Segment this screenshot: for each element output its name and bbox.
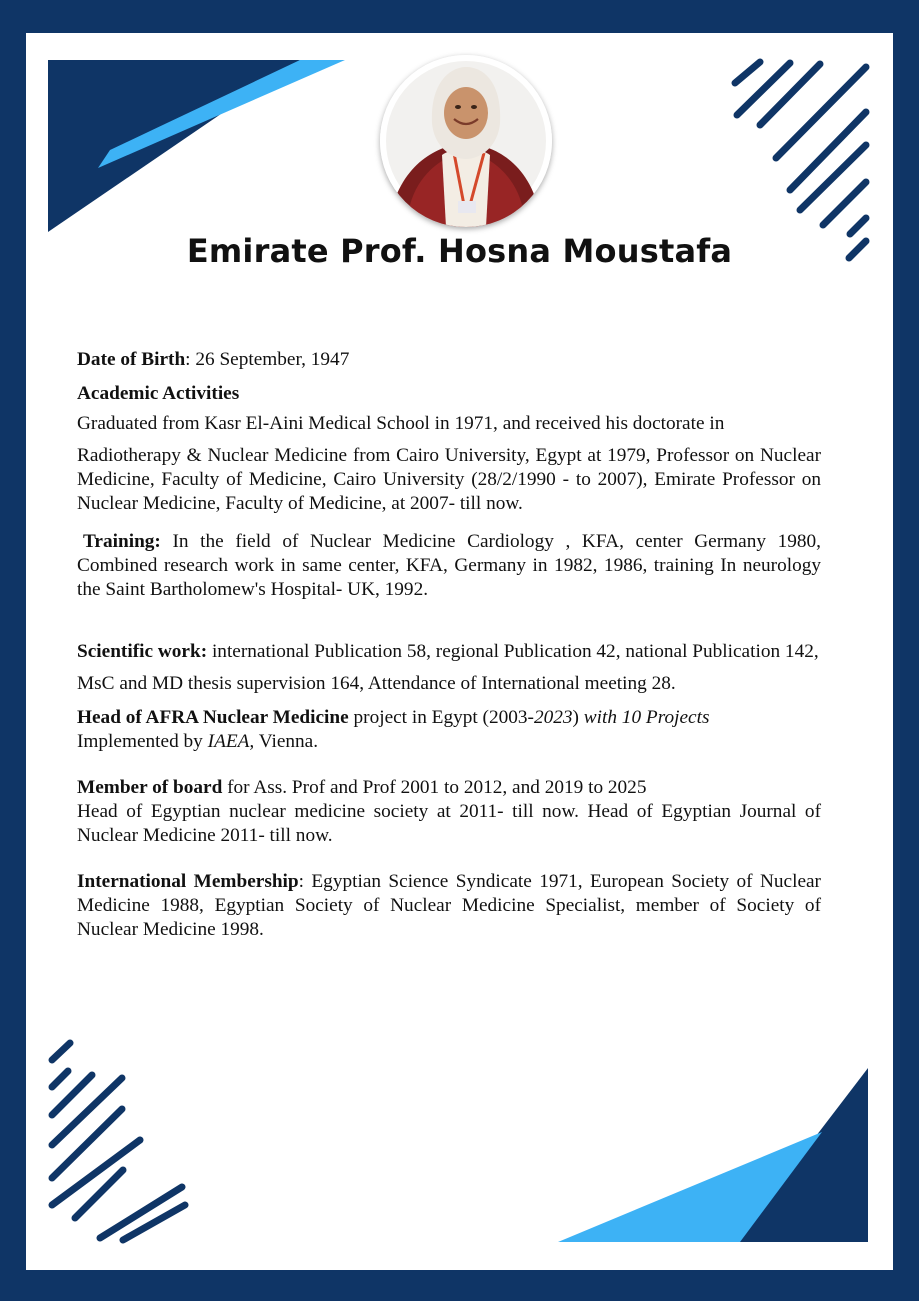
profile-photo	[380, 55, 552, 227]
afra-text4: Vienna.	[254, 731, 319, 752]
scientific-paragraph	[77, 640, 821, 664]
membership-label: International Membership	[77, 871, 299, 892]
board-paragraph	[77, 776, 821, 848]
birth-value: : 26 September, 1947	[185, 349, 350, 370]
board-text: for Ass. Prof and Prof 2001 to 2012, and 2019 to 2025	[222, 777, 647, 798]
afra-text3: Implemented by	[77, 731, 208, 752]
training-paragraph	[77, 530, 821, 602]
board-label: Member of board	[77, 777, 223, 798]
scientific-text: international Publication 58, regional Publication 42, national Publication 142,	[207, 641, 819, 662]
afra-italic-tail: with 10 Projects	[578, 707, 710, 728]
academic-heading: Academic Activities	[77, 383, 240, 404]
birth-line	[77, 348, 821, 372]
board-line2: Head of Egyptian nuclear medicine society at 2011- till now. Head of Egyptian Journal of Nuclear Medicine 2011- till now.	[77, 801, 821, 846]
profile-body	[77, 348, 821, 942]
corner-stripes-bottom-left	[52, 1043, 185, 1240]
birth-label: Date of Birth	[77, 349, 186, 370]
afra-text1: project in Egypt (2003-	[348, 707, 534, 728]
academic-line1: Graduated from Kasr El-Aini Medical School in 1971, and received his doctorate in	[77, 413, 725, 434]
afra-text2: )	[572, 707, 579, 728]
scientific-label: Scientific work:	[77, 641, 208, 662]
academic-paragraph: Radiotherapy & Nuclear Medicine from Cairo University, Egypt at 1979, Professor on Nuclear Medicine, Faculty of Medicine, Cairo University (28/2/1990 - to 2007), Emirate Professor on Nuclear Medicine, Faculty of Medicine, at 2007- till now.	[77, 445, 821, 514]
page-title: Emirate Prof. Hosna Moustafa	[186, 232, 733, 270]
scientific-line2: MsC and MD thesis supervision 164, Attendance of International meeting 28.	[77, 673, 676, 694]
membership-paragraph	[77, 870, 821, 942]
training-text: In the field of Nuclear Medicine Cardiology , KFA, center Germany 1980, Combined research work in same center, KFA, Germany in 1982, 1986, training In neurology the Saint Bartholomew's Hospital- UK, 1992.	[77, 531, 821, 600]
membership-text: : Egyptian Science Syndicate 1971, European Society of Nuclear Medicine 1988, Egyptian Society of Nuclear Medicine Specialist, member of Society of Nuclear Medicine 1998.	[77, 871, 821, 940]
afra-label: Head of AFRA Nuclear Medicine	[77, 707, 349, 728]
afra-agency: IAEA,	[207, 731, 255, 752]
afra-paragraph	[77, 706, 821, 754]
corner-stripes-top-right	[735, 62, 866, 258]
training-label: Training:	[83, 531, 161, 552]
afra-year: 2023	[533, 707, 573, 728]
